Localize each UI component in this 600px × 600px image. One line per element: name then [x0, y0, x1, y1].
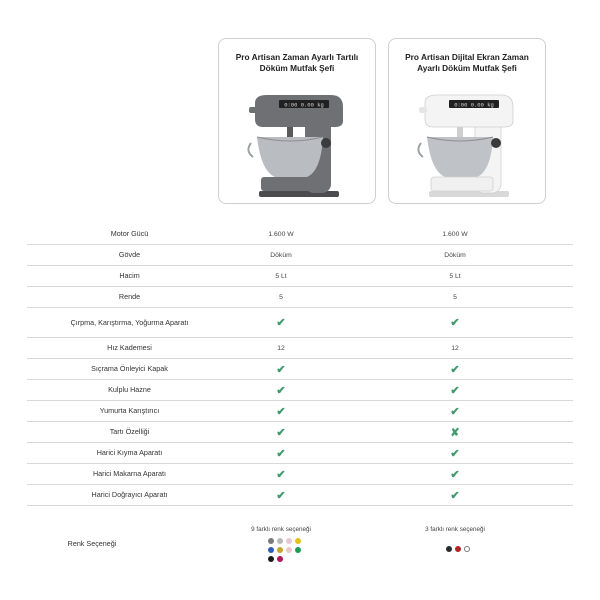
spec-value-product-2: 5 Lt: [449, 272, 461, 280]
color-swatch[interactable]: [286, 547, 292, 553]
check-icon: ✔: [276, 489, 286, 502]
check-icon: ✔: [276, 363, 286, 376]
check-icon: ✔: [276, 468, 286, 481]
spec-row-body: [27, 245, 573, 266]
display-readout: 0:00 0.00 kg: [284, 101, 324, 109]
spec-row-egg-mixer: [27, 401, 573, 422]
cross-icon: ✘: [450, 426, 460, 439]
spec-value-product-1: Döküm: [270, 251, 292, 259]
product-card-1[interactable]: [218, 38, 376, 204]
color-swatch[interactable]: [268, 538, 274, 544]
check-icon: ✔: [450, 468, 460, 481]
color-count-product-2: 3 farklı renk seçeneği: [425, 526, 485, 533]
stand-mixer-image: [235, 91, 361, 199]
check-icon: ✔: [450, 384, 460, 397]
spec-row-motor-power: [27, 224, 573, 245]
color-swatch[interactable]: [295, 547, 301, 553]
check-icon: ✔: [450, 447, 460, 460]
spec-row-handled-bowl: [27, 380, 573, 401]
spec-value-product-2: 12: [451, 344, 459, 352]
color-swatch[interactable]: [286, 538, 292, 544]
color-swatch[interactable]: [277, 556, 283, 562]
color-swatch[interactable]: [268, 556, 274, 562]
color-count-product-1: 9 farklı renk seçeneği: [251, 526, 311, 533]
color-swatch[interactable]: [277, 538, 283, 544]
spec-value-product-1: 1.600 W: [268, 230, 294, 238]
check-icon: ✔: [276, 426, 286, 439]
color-swatch[interactable]: [464, 546, 470, 552]
spec-label: Rende: [118, 292, 141, 302]
color-swatches-product-1: [268, 538, 301, 562]
spec-row-grater: [27, 287, 573, 308]
stand-mixer-image: [405, 91, 531, 199]
spec-label: Kulplu Hazne: [108, 385, 151, 395]
color-swatches-product-2: [446, 546, 470, 552]
check-icon: ✔: [450, 489, 460, 502]
spec-value-product-1: 5 Lt: [275, 272, 287, 280]
display-readout: 0:00 0.00 kg: [454, 101, 494, 109]
spec-row-scale: [27, 422, 573, 443]
check-icon: ✔: [276, 405, 286, 418]
spec-row-pasta-maker: [27, 464, 573, 485]
spec-row-splash-guard: [27, 359, 573, 380]
spec-label: Harici Kıyma Aparatı: [96, 448, 163, 458]
check-icon: ✔: [450, 317, 460, 329]
spec-label: Hacim: [119, 271, 140, 281]
spec-label: Tartı Özelliği: [109, 427, 150, 437]
spec-value-product-1: 12: [277, 344, 285, 352]
spec-label: Harici Doğrayıcı Aparatı: [91, 490, 168, 500]
spec-row-mixing-attachments: [27, 308, 573, 338]
check-icon: ✔: [276, 447, 286, 460]
spec-row-capacity: [27, 266, 573, 287]
spec-row-slicer: [27, 485, 573, 506]
spec-row-speed-levels: [27, 338, 573, 359]
color-swatch[interactable]: [446, 546, 452, 552]
product-card-2[interactable]: [388, 38, 546, 204]
product-title: Pro Artisan Dijital Ekran Zaman Ayarlı Döküm Mutfak Şefi: [405, 52, 529, 73]
color-swatch[interactable]: [295, 538, 301, 544]
check-icon: ✔: [276, 317, 286, 329]
spec-label: Harici Makarna Aparatı: [92, 469, 167, 479]
product-title: Pro Artisan Zaman Ayarlı Tartılı Döküm Mutfak Şefi: [235, 52, 359, 73]
color-swatch[interactable]: [277, 547, 283, 553]
spec-label: Yumurta Karıştırıcı: [99, 406, 160, 416]
spec-label: Hız Kademesi: [107, 343, 152, 353]
color-swatch[interactable]: [455, 546, 461, 552]
spec-row-meat-grinder: [27, 443, 573, 464]
color-options-label: Renk Seçeneği: [67, 539, 117, 548]
spec-label: Sıçrama Önleyici Kapak: [91, 364, 168, 374]
spec-label: Motor Gücü: [110, 229, 149, 239]
spec-value-product-2: 5: [453, 293, 457, 301]
spec-value-product-2: Döküm: [444, 251, 466, 259]
check-icon: ✔: [450, 405, 460, 418]
spec-label: Gövde: [118, 250, 141, 260]
color-swatch[interactable]: [268, 547, 274, 553]
spec-label: Çırpma, Karıştırma, Yoğurma Aparatı: [70, 317, 189, 327]
spec-value-product-2: 1.600 W: [442, 230, 468, 238]
spec-value-product-1: 5: [279, 293, 283, 301]
check-icon: ✔: [276, 384, 286, 397]
check-icon: ✔: [450, 363, 460, 376]
